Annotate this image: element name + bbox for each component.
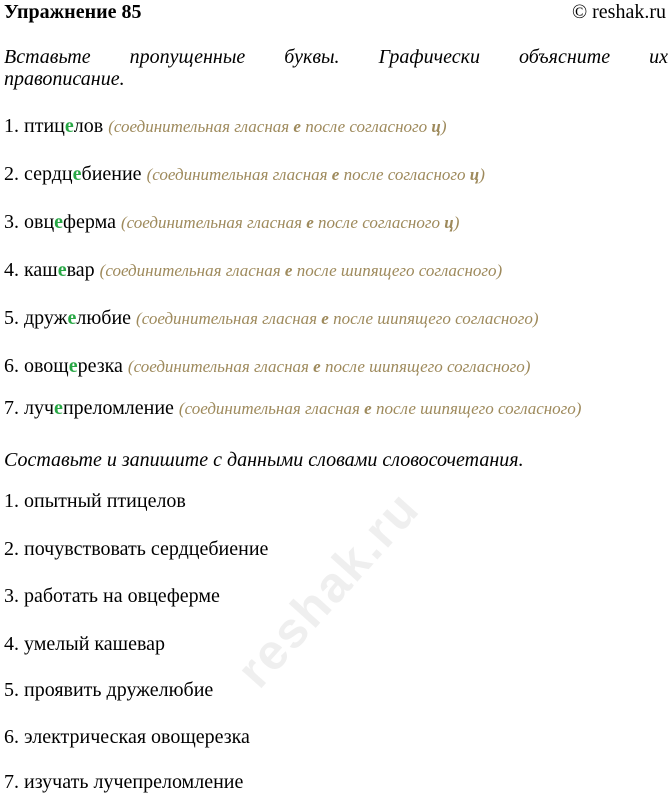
word-end: биение bbox=[81, 163, 142, 185]
task-2-instruction: Составьте и запишите с данными словами словосочетания. bbox=[4, 449, 524, 471]
note-text: ) bbox=[440, 117, 447, 136]
inserted-letter: е bbox=[68, 355, 78, 377]
note-text: после шипящего согласного) bbox=[292, 261, 503, 280]
task-1-instruction bbox=[4, 40, 668, 96]
word-item bbox=[4, 163, 485, 186]
note-text: после согласного bbox=[339, 165, 470, 184]
inserted-letter: е bbox=[67, 307, 77, 329]
note-text: после согласного bbox=[300, 117, 432, 136]
note-text: после шипящего согласного) bbox=[371, 399, 582, 418]
word-end: преломление bbox=[62, 397, 174, 419]
phrase-item: 6. электрическая овощерезка bbox=[4, 726, 250, 748]
note-text: (соединительная гласная bbox=[108, 117, 294, 136]
explanation-note bbox=[147, 165, 485, 184]
word-number: 5. bbox=[4, 307, 19, 329]
inserted-letter: е bbox=[57, 259, 67, 281]
word-end: ферма bbox=[63, 211, 116, 233]
word-number: 2. bbox=[4, 163, 19, 185]
note-vowel: е bbox=[321, 309, 329, 328]
note-consonant: ц bbox=[444, 213, 454, 232]
word-item bbox=[4, 259, 502, 282]
note-text: ) bbox=[453, 213, 460, 232]
note-text: (соединительная гласная bbox=[136, 309, 322, 328]
word-item bbox=[4, 355, 530, 378]
note-text: после шипящего согласного) bbox=[320, 357, 531, 376]
note-text: (соединительная гласная bbox=[120, 213, 307, 232]
note-vowel: е bbox=[284, 261, 293, 280]
inserted-letter: е bbox=[72, 163, 82, 185]
exercise-title: Упражнение 85 bbox=[4, 1, 142, 23]
word-end: лов bbox=[73, 115, 104, 137]
word-number: 3. bbox=[4, 211, 19, 233]
word-start: луч bbox=[24, 397, 55, 419]
word-end: резка bbox=[77, 355, 123, 377]
note-text: (соединительная гласная bbox=[178, 399, 365, 418]
note-text: (соединительная гласная bbox=[99, 261, 285, 280]
task-1-line-2: правописание. bbox=[4, 68, 125, 90]
word-start: овощ bbox=[24, 355, 69, 377]
site-credit: © reshak.ru bbox=[571, 1, 666, 23]
note-vowel: е bbox=[313, 357, 321, 376]
phrase-item: 4. умелый кашевар bbox=[4, 633, 166, 655]
page-header bbox=[0, 0, 672, 26]
inserted-letter: е bbox=[54, 211, 64, 233]
word-start: овц bbox=[24, 211, 55, 233]
task-1-line-1: Вставьте пропущенные буквы. Графически объясните их bbox=[4, 46, 668, 68]
note-text: (соединительная гласная bbox=[127, 357, 314, 376]
word-start: каш bbox=[24, 259, 58, 281]
word-start: друж bbox=[24, 307, 68, 329]
inserted-letter: е bbox=[64, 115, 74, 137]
note-vowel: е bbox=[306, 213, 314, 232]
note-text: после согласного bbox=[313, 213, 445, 232]
phrase-item: 7. изучать лучепреломление bbox=[4, 771, 244, 793]
word-number: 1. bbox=[4, 115, 19, 137]
phrase-item: 2. почувствовать сердцебиение bbox=[4, 538, 269, 560]
explanation-note bbox=[128, 357, 531, 376]
word-end: вар bbox=[66, 259, 95, 281]
explanation-note bbox=[121, 213, 459, 232]
note-text: после шипящего согласного) bbox=[328, 309, 539, 328]
word-start: птиц bbox=[24, 115, 65, 137]
word-item bbox=[4, 211, 459, 234]
inserted-letter: е bbox=[54, 397, 63, 419]
word-number: 4. bbox=[4, 259, 19, 281]
watermark: reshak.ru bbox=[225, 479, 431, 699]
phrase-item: 3. работать на овцеферме bbox=[4, 585, 220, 607]
word-end: любие bbox=[76, 307, 132, 329]
note-vowel: е bbox=[293, 117, 301, 136]
phrase-item: 5. проявить дружелюбие bbox=[4, 679, 214, 701]
word-start: сердц bbox=[24, 163, 73, 185]
note-vowel: е bbox=[331, 165, 340, 184]
explanation-note bbox=[108, 117, 446, 136]
note-vowel: е bbox=[364, 399, 372, 418]
note-text: ) bbox=[479, 165, 485, 184]
note-consonant: ц bbox=[469, 165, 480, 184]
explanation-note bbox=[179, 399, 582, 418]
note-text: (соединительная гласная bbox=[146, 165, 332, 184]
word-number: 6. bbox=[4, 355, 19, 377]
word-number: 7. bbox=[4, 397, 19, 419]
word-item bbox=[4, 307, 539, 330]
phrase-item: 1. опытный птицелов bbox=[4, 490, 186, 512]
word-item bbox=[4, 115, 447, 138]
word-item bbox=[4, 397, 581, 420]
note-consonant: ц bbox=[431, 117, 441, 136]
explanation-note bbox=[136, 309, 539, 328]
explanation-note bbox=[100, 261, 503, 280]
